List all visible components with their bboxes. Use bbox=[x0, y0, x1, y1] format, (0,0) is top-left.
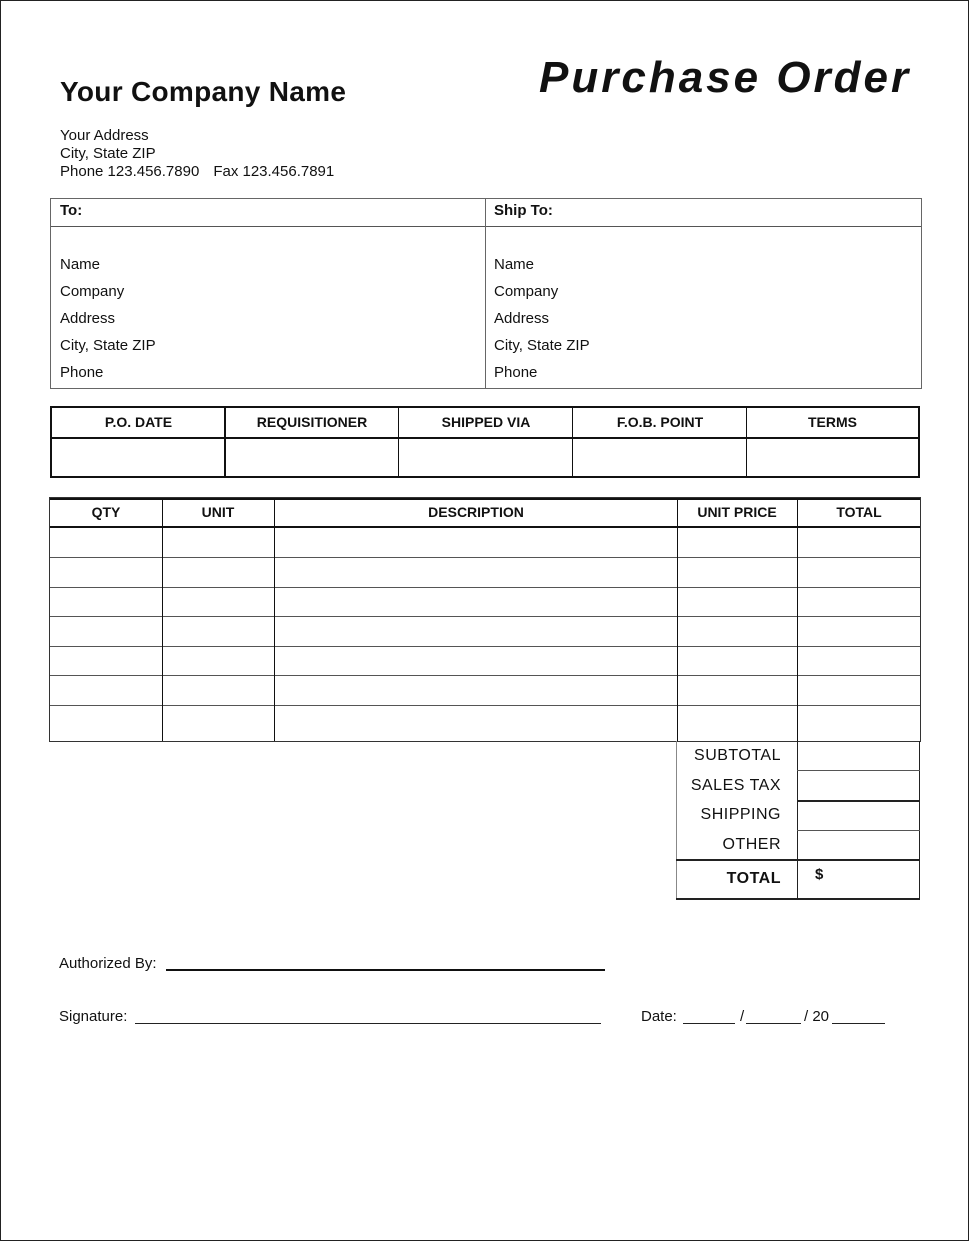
line-items-table bbox=[49, 497, 921, 742]
fob-point-field[interactable] bbox=[573, 439, 746, 476]
po-date-field[interactable] bbox=[52, 439, 224, 476]
to-fields bbox=[60, 251, 156, 386]
total-header: TOTAL bbox=[836, 504, 882, 520]
company-contact bbox=[60, 163, 334, 181]
currency-symbol: $ bbox=[815, 866, 824, 883]
document-title: Purchase Order bbox=[539, 53, 912, 102]
requisitioner-header: REQUISITIONER bbox=[256, 414, 368, 430]
ship-to-city-state-zip[interactable]: City, State ZIP bbox=[494, 337, 590, 354]
terms-header: TERMS bbox=[808, 414, 857, 430]
to-phone[interactable]: Phone bbox=[60, 364, 104, 381]
signature-label: Signature: bbox=[59, 1008, 128, 1025]
company-name: Your Company Name bbox=[60, 76, 347, 107]
shipped-via-field[interactable] bbox=[399, 439, 572, 476]
to-address[interactable]: Address bbox=[60, 310, 116, 327]
company-phone: Phone 123.456.7890 bbox=[60, 163, 200, 180]
line-item-row[interactable] bbox=[50, 647, 920, 675]
ship-to-company[interactable]: Company bbox=[494, 283, 559, 300]
unit-header: UNIT bbox=[201, 504, 235, 520]
line-item-row[interactable] bbox=[50, 588, 920, 616]
qty-header: QTY bbox=[91, 504, 121, 520]
shipped-via-header: SHIPPED VIA bbox=[441, 414, 531, 430]
order-info-table bbox=[50, 406, 920, 478]
shipping-label: SHIPPING bbox=[700, 806, 781, 823]
subtotal-field[interactable] bbox=[798, 742, 919, 770]
total-field[interactable] bbox=[798, 861, 919, 898]
requisitioner-field[interactable] bbox=[226, 439, 398, 476]
fob-point-header: F.O.B. POINT bbox=[616, 414, 704, 430]
line-item-row[interactable] bbox=[50, 706, 920, 741]
company-address: Your Address bbox=[60, 127, 149, 144]
authorized-by-label: Authorized By: bbox=[59, 955, 157, 972]
po-date-header: P.O. DATE bbox=[104, 414, 173, 430]
to-company[interactable]: Company bbox=[60, 283, 125, 300]
other-label: OTHER bbox=[722, 836, 781, 853]
date-separator: / bbox=[740, 1008, 745, 1025]
sales-tax-label: SALES TAX bbox=[690, 777, 781, 794]
address-box bbox=[50, 198, 922, 389]
ship-to-address[interactable]: Address bbox=[494, 310, 550, 327]
authorized-by-line[interactable] bbox=[166, 969, 605, 971]
date-year-prefix: / 20 bbox=[804, 1008, 830, 1025]
total-label: TOTAL bbox=[726, 870, 781, 887]
company-city-state-zip: City, State ZIP bbox=[60, 145, 156, 162]
date-year-line[interactable] bbox=[832, 1023, 885, 1024]
shipping-field[interactable] bbox=[798, 802, 919, 830]
line-item-row[interactable] bbox=[50, 617, 920, 646]
ship-to-fields bbox=[494, 251, 590, 386]
line-item-row[interactable] bbox=[50, 528, 920, 557]
date-month-line[interactable] bbox=[683, 1023, 735, 1024]
ship-to-heading: Ship To: bbox=[494, 202, 553, 219]
ship-to-phone[interactable]: Phone bbox=[494, 364, 538, 381]
sales-tax-field[interactable] bbox=[798, 771, 919, 800]
other-field[interactable] bbox=[798, 831, 919, 859]
subtotal-label: SUBTOTAL bbox=[694, 747, 781, 764]
company-fax: Fax 123.456.7891 bbox=[213, 163, 335, 180]
date-label: Date: bbox=[641, 1008, 677, 1025]
terms-field[interactable] bbox=[747, 439, 918, 476]
date-day-line[interactable] bbox=[746, 1023, 801, 1024]
to-heading: To: bbox=[60, 202, 83, 219]
line-item-row[interactable] bbox=[50, 676, 920, 705]
unit-price-header: UNIT PRICE bbox=[697, 504, 777, 520]
signature-line[interactable] bbox=[135, 1023, 601, 1024]
line-item-row[interactable] bbox=[50, 558, 920, 587]
description-header: DESCRIPTION bbox=[428, 504, 524, 520]
ship-to-name[interactable]: Name bbox=[494, 256, 535, 273]
to-city-state-zip[interactable]: City, State ZIP bbox=[60, 337, 156, 354]
to-name[interactable]: Name bbox=[60, 256, 101, 273]
